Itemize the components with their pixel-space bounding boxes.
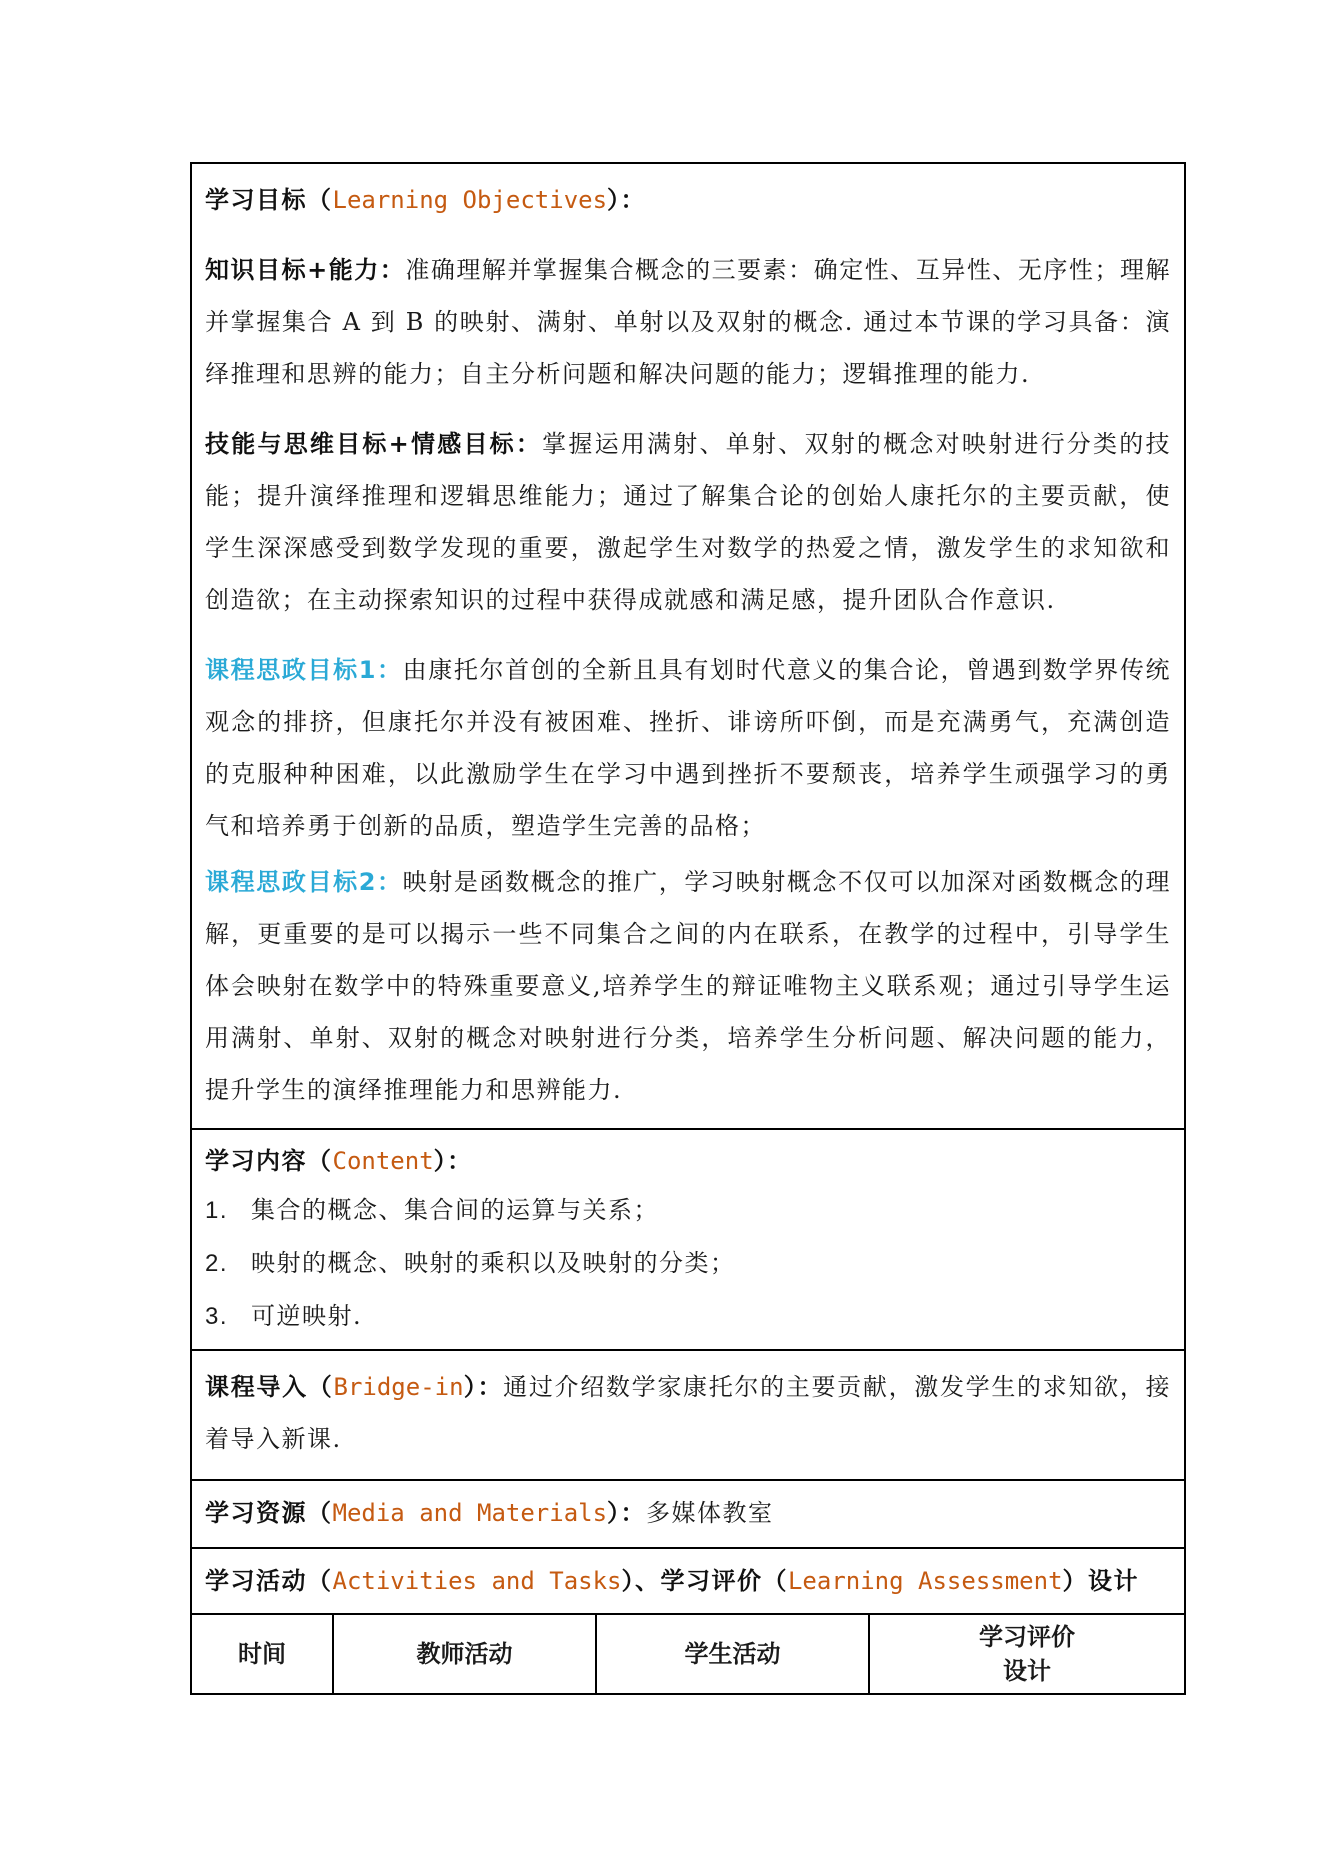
skill-objective [205, 418, 1171, 626]
content-heading-en: Content [332, 1147, 434, 1175]
activities-heading: 学习活动（Activities and Tasks）、学习评价（Learning Assessment）设计 [205, 1567, 1140, 1595]
bridge-section [192, 1351, 1184, 1481]
objectives-heading: 学习目标（Learning Objectives）： [205, 186, 647, 214]
media-text: 多媒体教室 [646, 1499, 774, 1527]
col-teacher-activity: 教师活动 [334, 1615, 597, 1693]
col-student-activity: 学生活动 [597, 1615, 870, 1693]
ideology1-label: 课程思政目标1： [205, 656, 403, 684]
col-assessment-design: 学习评价 设计 [979, 1623, 1075, 1685]
list-item: 1. 集合的概念、集合间的运算与关系； [205, 1196, 659, 1224]
bridge-heading-en: Bridge-in [333, 1373, 464, 1401]
knowledge-objective [205, 244, 1171, 400]
lesson-plan-table [190, 162, 1186, 1695]
ideology-objective-1 [205, 644, 1171, 852]
activities-table-header [192, 1615, 1184, 1693]
content-section [192, 1130, 1184, 1351]
knowledge-text: 准确理解并掌握集合概念的三要素：确定性、互异性、无序性；理解并掌握集合 A 到 B 的映射、满射、单射以及双射的概念. 通过本节课的学习具备：演绎推理和思辨的能力；自主分析问题和解决问题的能力；逻辑推理的能力. [205, 256, 1172, 388]
list-item: 2. 映射的概念、映射的乘积以及映射的分类； [205, 1249, 736, 1277]
content-heading: 学习内容（Content）： [205, 1147, 473, 1175]
media-paragraph: 学习资源（Media and Materials）：多媒体教室 [205, 1499, 774, 1527]
content-list [205, 1184, 1171, 1343]
list-item: 3. 可逆映射. [205, 1302, 363, 1330]
ideology1-text: 由康托尔首创的全新且具有划时代意义的集合论，曾遇到数学界传统观念的排挤，但康托尔并没有被困难、挫折、诽谤所吓倒，而是充满勇气，充满创造的克服种种困难，以此激励学生在学习中遇到挫折不要颓丧，培养学生顽强学习的勇气和培养勇于创新的品质，塑造学生完善的品格； [205, 656, 1172, 840]
activities-section [192, 1549, 1184, 1615]
objectives-heading-en: Learning Objectives [332, 186, 608, 214]
skill-text: 掌握运用满射、单射、双射的概念对映射进行分类的技能；提升演绎推理和逻辑思维能力；通过了解集合论的创始人康托尔的主要贡献，使学生深深感受到数学发现的重要，激起学生对数学的热爱之情，激发学生的求知欲和创造欲；在主动探索知识的过程中获得成就感和满足感，提升团队合作意识. [205, 430, 1171, 614]
ideology2-text: 映射是函数概念的推广，学习映射概念不仅可以加深对函数概念的理解，更重要的是可以揭示一些不同集合之间的内在联系，在教学的过程中，引导学生体会映射在数学中的特殊重要意义,培养学生的辩证唯物主义联系观；通过引导学生运用满射、单射、双射的概念对映射进行分类，培养学生分析问题、解决问题的能力，提升学生的演绎推理能力和思辨能力. [205, 868, 1172, 1104]
ideology2-label: 课程思政目标2： [205, 868, 403, 896]
media-section [192, 1481, 1184, 1549]
objectives-section [192, 164, 1184, 1130]
skill-label: 技能与思维目标+情感目标： [205, 430, 543, 458]
knowledge-label: 知识目标+能力： [205, 256, 406, 284]
bridge-paragraph: 课程导入（Bridge-in）：通过介绍数学家康托尔的主要贡献，激发学生的求知欲，接着导入新课. [205, 1373, 1172, 1453]
assessment-heading-en: Learning Assessment [787, 1567, 1063, 1595]
col-time: 时间 [192, 1615, 334, 1693]
media-heading-en: Media and Materials [332, 1499, 608, 1527]
bridge-text: 通过介绍数学家康托尔的主要贡献，激发学生的求知欲，接着导入新课. [205, 1373, 1172, 1453]
activities-heading-en: Activities and Tasks [332, 1567, 622, 1595]
ideology-objective-2 [205, 856, 1171, 1116]
